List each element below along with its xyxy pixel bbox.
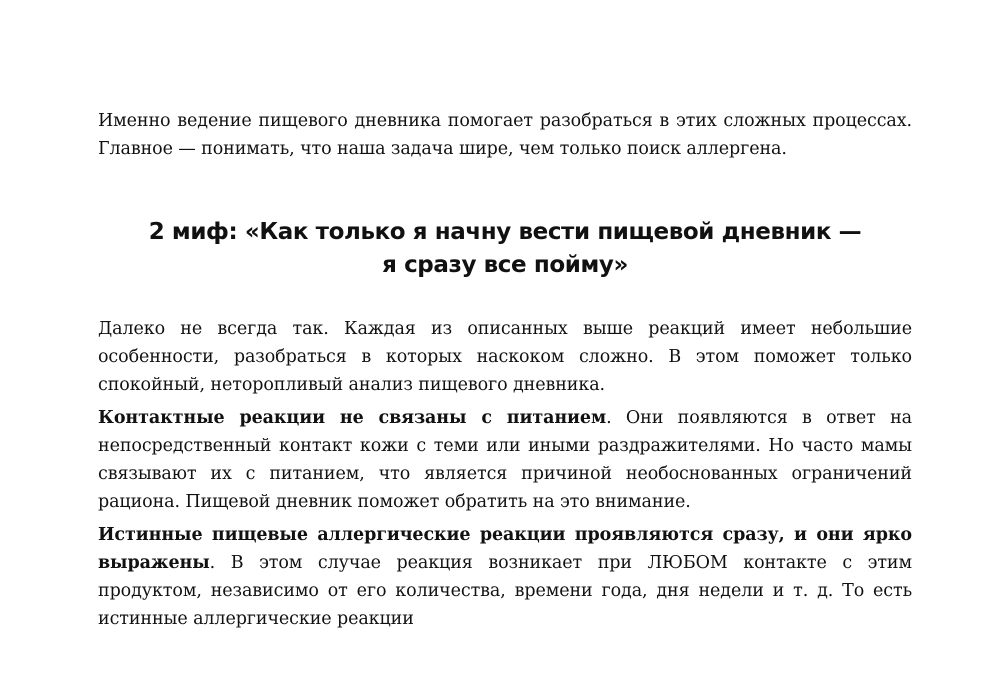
paragraph-2-text: . Они появляются в ответ на непосредственный контакт кожи с теми или иными раздражителями. Но часто мамы связывают их с питанием, что является причиной необоснованных ограничений рациона. Пищевой дневник поможет обратить на это внимание. [98,408,912,512]
paragraph-1-text: Далеко не всегда так. Каждая из описанных выше реакций имеет небольшие особенности, разобраться в которых наскоком сложно. В этом поможет только спокойный, неторопливый анализ пищевого дневника. [98,319,912,395]
paragraph-1 [98,315,912,399]
intro-paragraph [98,107,912,163]
intro-text: Именно ведение пищевого дневника помогает разобраться в этих сложных процессах. Главное — понимать, что наша задача шире, чем только поиск аллергена. [98,111,912,159]
heading-line-1: 2 миф: «Как только я начну вести пищевой дневник — [148,219,862,245]
paragraph-3-body [98,521,912,633]
paragraph-3 [98,521,912,633]
section-heading [98,216,912,282]
paragraph-3-text: . В этом случае реакция возникает при ЛЮБОМ контакте с этим продуктом, независимо от его количества, времени года, дня недели и т. д. То есть истинные аллергические реакции [98,553,912,629]
paragraph-2-body [98,404,912,516]
paragraph-2-bold-lead: Контактные реакции не связаны с питанием [98,408,607,428]
paragraph-3-bold-lead: Истинные пищевые аллергические реакции проявляются сразу, и они ярко выражены [98,525,912,573]
heading-line-2: я сразу все пойму» [382,252,628,278]
paragraph-2 [98,404,912,516]
